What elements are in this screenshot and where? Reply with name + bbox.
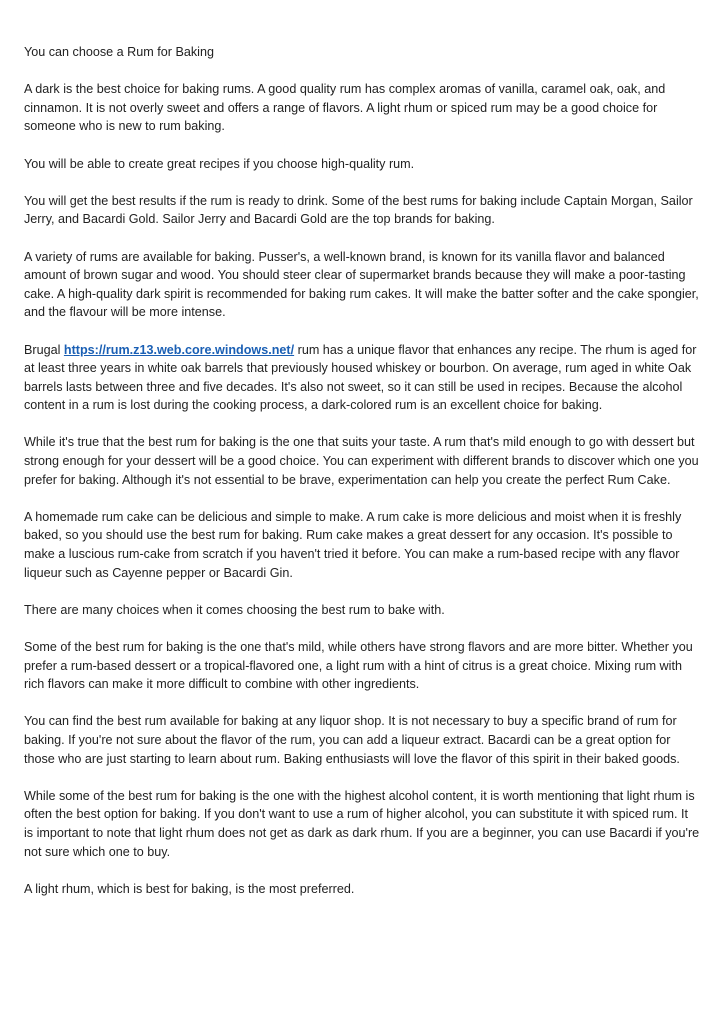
paragraph-brugal	[24, 341, 700, 415]
paragraph-choices: There are many choices when it comes choosing the best rum to bake with.	[24, 602, 445, 617]
paragraph-taste: While it's true that the best rum for baking is the one that suits your taste. A rum that's mild enough to go with dessert but strong enough for your dessert will be a good choice. You can experiment with different brands to discover which one you prefer for baking. Although it's not essential to be brave, experimentation can help you create the perfect Rum Cake.	[24, 435, 699, 487]
paragraph-alcohol-content: While some of the best rum for baking is the one with the highest alcohol content, it is worth mentioning that light rhum is often the best option for baking. If you don't want to use a rum of higher alcohol, you can substitute it with spiced rum. It is important to note that light rhum does not get as dark as dark rhum. If you are a beginner, you can use Bacardi if you're not sure which one to buy.	[24, 788, 700, 859]
paragraph-brugal-body: rum has a unique flavor that enhances any recipe. The rhum is aged for at least three years in white oak barrels that previously housed whiskey or bourbon. On average, rum aged in white Oak barrels lasts between three and five decades. It's also not sweet, so it can still be used in recipes. Because the alcohol content in a rum is lost during the cooking process, a dark-colored rum is an excellent choice for baking.	[24, 342, 697, 413]
paragraph-homemade-cake: A homemade rum cake can be delicious and simple to make. A rum cake is more delicious and moist when it is freshly baked, so you should use the best rum for baking. Rum cake makes a great dessert for any occasion. It's possible to make a luscious rum-cake from scratch if you haven't tried it before. You can make a rum-based recipe with any flavor liqueur such as Cayenne pepper or Bacardi Gin.	[24, 509, 682, 580]
document-title: You can choose a Rum for Baking	[24, 45, 214, 59]
paragraph-liquor-shop: You can find the best rum available for baking at any liquor shop. It is not necessary to buy a specific brand of rum for baking. If you're not sure about the flavor of the rum, you can add a liqueur extract. Bacardi can be a great option for those who are just starting to learn about rum. Baking enthusiasts will love the flavor of this spirit in their baked goods.	[24, 714, 680, 766]
paragraph-brugal-lead: Brugal	[24, 342, 64, 357]
paragraph-mild-rum: Some of the best rum for baking is the one that's mild, while others have strong flavors and are more bitter. Whether you prefer a rum-based dessert or a tropical-flavored one, a light rum with a hint of citrus is a great choice. Mixing rum with rich flavors can make it more difficult to combine with other ingredients.	[24, 640, 693, 692]
paragraph-high-quality: You will be able to create great recipes if you choose high-quality rum.	[24, 156, 415, 171]
paragraph-variety: A variety of rums are available for baking. Pusser's, a well-known brand, is known for its vanilla flavor and balanced amount of brown sugar and wood. You should steer clear of supermarket brands because they will make a poor-tasting cake. A high-quality dark spirit is recommended for baking rum cakes. It will make the batter softer and the cake spongier, and the flavour will be more intense.	[24, 249, 699, 320]
paragraph-light-rhum: A light rhum, which is best for baking, is the most preferred.	[24, 881, 355, 896]
rum-site-link[interactable]: https://rum.z13.web.core.windows.net/	[63, 342, 295, 357]
paragraph-ready-to-drink: You will get the best results if the rum is ready to drink. Some of the best rums for baking include Captain Morgan, Sailor Jerry, and Bacardi Gold. Sailor Jerry and Bacardi Gold are the top brands for baking.	[24, 193, 693, 227]
paragraph-dark-rum: A dark is the best choice for baking rums. A good quality rum has complex aromas of vanilla, caramel oak, oak, and cinnamon. It is not overly sweet and offers a range of flavors. A light rhum or spiced rum may be a good choice for someone who is new to rum baking.	[24, 82, 666, 134]
